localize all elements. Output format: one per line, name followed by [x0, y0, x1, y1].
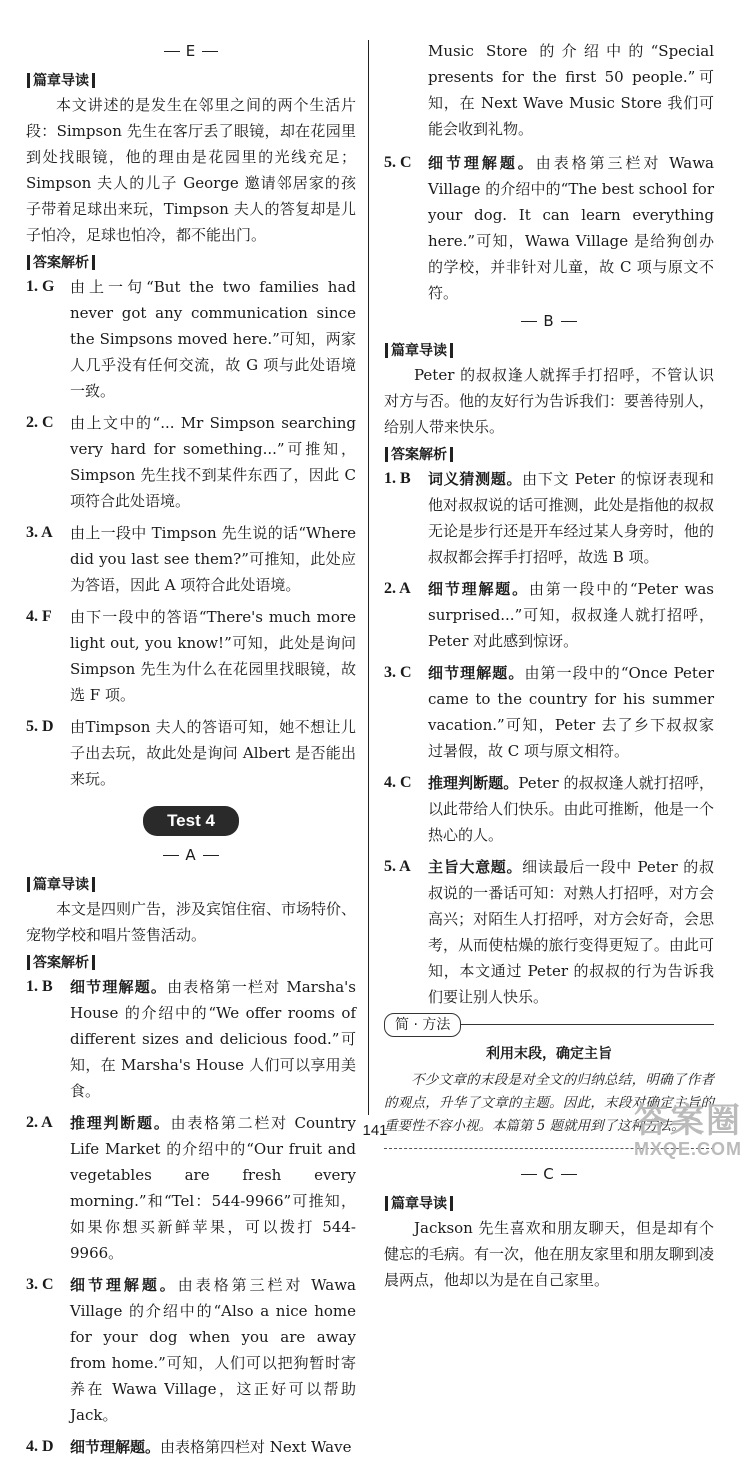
answer-item: 3. A 由上一段中 Timpson 先生说的话“Where did you last see them?”可推知，此处应为答语，因此 A 项符合此处语境。	[26, 524, 356, 594]
answer-item: 1. B 细节理解题。由表格第一栏对 Marsha's House 的介绍中的“We offer rooms of different sizes and delicious food.”可知，在 Marsha's House 人们可以享用美食。	[26, 978, 356, 1100]
answer-item: 3. C 细节理解题。由第一段中的“Once Peter came to the country for his summer vacation.”可知，Peter 去了乡下叔叔家过暑假，故 C 项与原文相符。	[384, 664, 714, 760]
method-title: 利用末段，确定主旨	[486, 1046, 612, 1062]
test-badge: Test 4	[143, 806, 239, 836]
answer-item: 2. A 细节理解题。由第一段中的“Peter was surprised...”可知，叔叔逢人就打招呼，Peter 对此感到惊讶。	[384, 580, 714, 650]
answer-item: 4. D 细节理解题。由表格第四栏对 Next Wave	[26, 1438, 352, 1456]
page-number: 141	[362, 1122, 388, 1139]
method-text: 不少文章的末段是对全文的归纳总结，明确了作者的观点，升华了文章的主题。因此，末段对确定主旨的重要性不容小视。本篇第 5 题就用到了这种方法。	[384, 1072, 714, 1134]
guide-label: 篇章导读	[382, 1193, 456, 1213]
guide-text-a: 本文是四则广告，涉及宾馆住宿、市场特价、宠物学校和唱片签售活动。	[26, 900, 357, 944]
answer-label: 答案解析	[24, 252, 98, 272]
section-marker-c: C	[384, 1165, 714, 1183]
answer-item: 1. B 词义猜测题。由下文 Peter 的惊讶表现和他对叔叔说的话可推测，此处是指他的叔叔无论是步行还是开车经过某人身旁时，他的叔叔都会挥手打招呼，故选 B 项。	[384, 470, 714, 566]
answer-label: 答案解析	[24, 952, 98, 972]
watermark-logo: 答案圈 MXQE.COM	[633, 1102, 742, 1159]
section-marker-b: B	[384, 312, 714, 330]
left-column	[26, 38, 356, 1466]
guide-text-b: Peter 的叔叔逢人就挥手打招呼，不管认识对方与否。他的友好行为告诉我们：要善待别人，给别人带来快乐。	[384, 366, 715, 436]
guide-label: 篇章导读	[24, 70, 98, 90]
guide-text-c: Jackson 先生喜欢和朋友聊天，但是却有个健忘的毛病。有一次，他在朋友家里和朋友聊到凌晨两点，他却以为是在自己家里。	[384, 1219, 715, 1289]
answer-continuation: Music Store 的介绍中的“Special presents for the first 50 people.”可知，在 Next Wave Music Store 我们可能会收到礼物。	[428, 42, 714, 138]
answer-item: 2. C 由上文中的“... Mr Simpson searching very hard for something...”可推知，Simpson 先生找不到某件东西了，因此 C 项符合此处语境。	[26, 414, 356, 510]
answer-item: 5. C 细节理解题。由表格第三栏对 Wawa Village 的介绍中的“The best school for your dog. It can learn everything here.”可知，Wawa Village 是给狗创办的学校，并非针对儿童，故 C 项与原文不符。	[384, 154, 714, 302]
guide-text-e: 本文讲述的是发生在邻里之间的两个生活片段：Simpson 先生在客厅丢了眼镜，却在花园里到处找眼镜，他的理由是花园里的光线充足；Simpson 夫人的儿子 George 邀请邻居家的孩子带着足球出来玩，Timpson 夫人的答复却是儿子怕冷，足球也怕冷，都不能出门。	[26, 96, 356, 244]
column-divider	[368, 40, 369, 1115]
answer-item: 3. C 细节理解题。由表格第三栏对 Wawa Village 的介绍中的“Also a nice home for your dog when you are away from home.”可知，人们可以把狗暂时寄养在 Wawa Village，这正好可以帮助 Jack。	[26, 1276, 356, 1424]
answer-item: 4. F 由下一段中的答语“There's much more light out, you know!”可知，此处是询问 Simpson 先生为什么在花园里找眼镜，故选 F 项。	[26, 608, 356, 704]
section-marker-a: A	[26, 846, 356, 864]
answer-item: 4. C 推理判断题。Peter 的叔叔逢人就打招呼，以此带给人们快乐。由此可推断，他是一个热心的人。	[384, 774, 714, 844]
answer-item: 2. A 推理判断题。由表格第二栏对 Country Life Market 的介绍中的“Our fruit and vegetables are fresh every morning.”和“Tel：544-9966”可推知，如果你想买新鲜苹果，可以拨打 544-9966。	[26, 1114, 356, 1262]
guide-label: 篇章导读	[24, 874, 98, 894]
guide-label: 篇章导读	[382, 340, 456, 360]
section-marker-e: E	[26, 42, 356, 60]
answer-item: 1. G 由上一句“But the two families had never got any communication since the Simpsons moved here.”可知，两家人几乎没有任何交流，故 G 项与此处语境一致。	[26, 278, 356, 400]
method-tag: 简 · 方法	[384, 1013, 461, 1037]
answer-item: 5. A 主旨大意题。细读最后一段中 Peter 的叔叔说的一番话可知：对熟人打招呼，对方会高兴；对陌生人打招呼，对方会好奇，会思考，从而使枯燥的旅行变得更短了。由此可知，本文通过 Peter 的叔叔的行为告诉我们要让别人快乐。	[384, 858, 714, 1006]
answer-item: 5. D 由Timpson 夫人的答语可知，她不想让儿子出去玩，故此处是询问 Albert 是否能出来玩。	[26, 718, 356, 788]
answer-label: 答案解析	[382, 444, 456, 464]
